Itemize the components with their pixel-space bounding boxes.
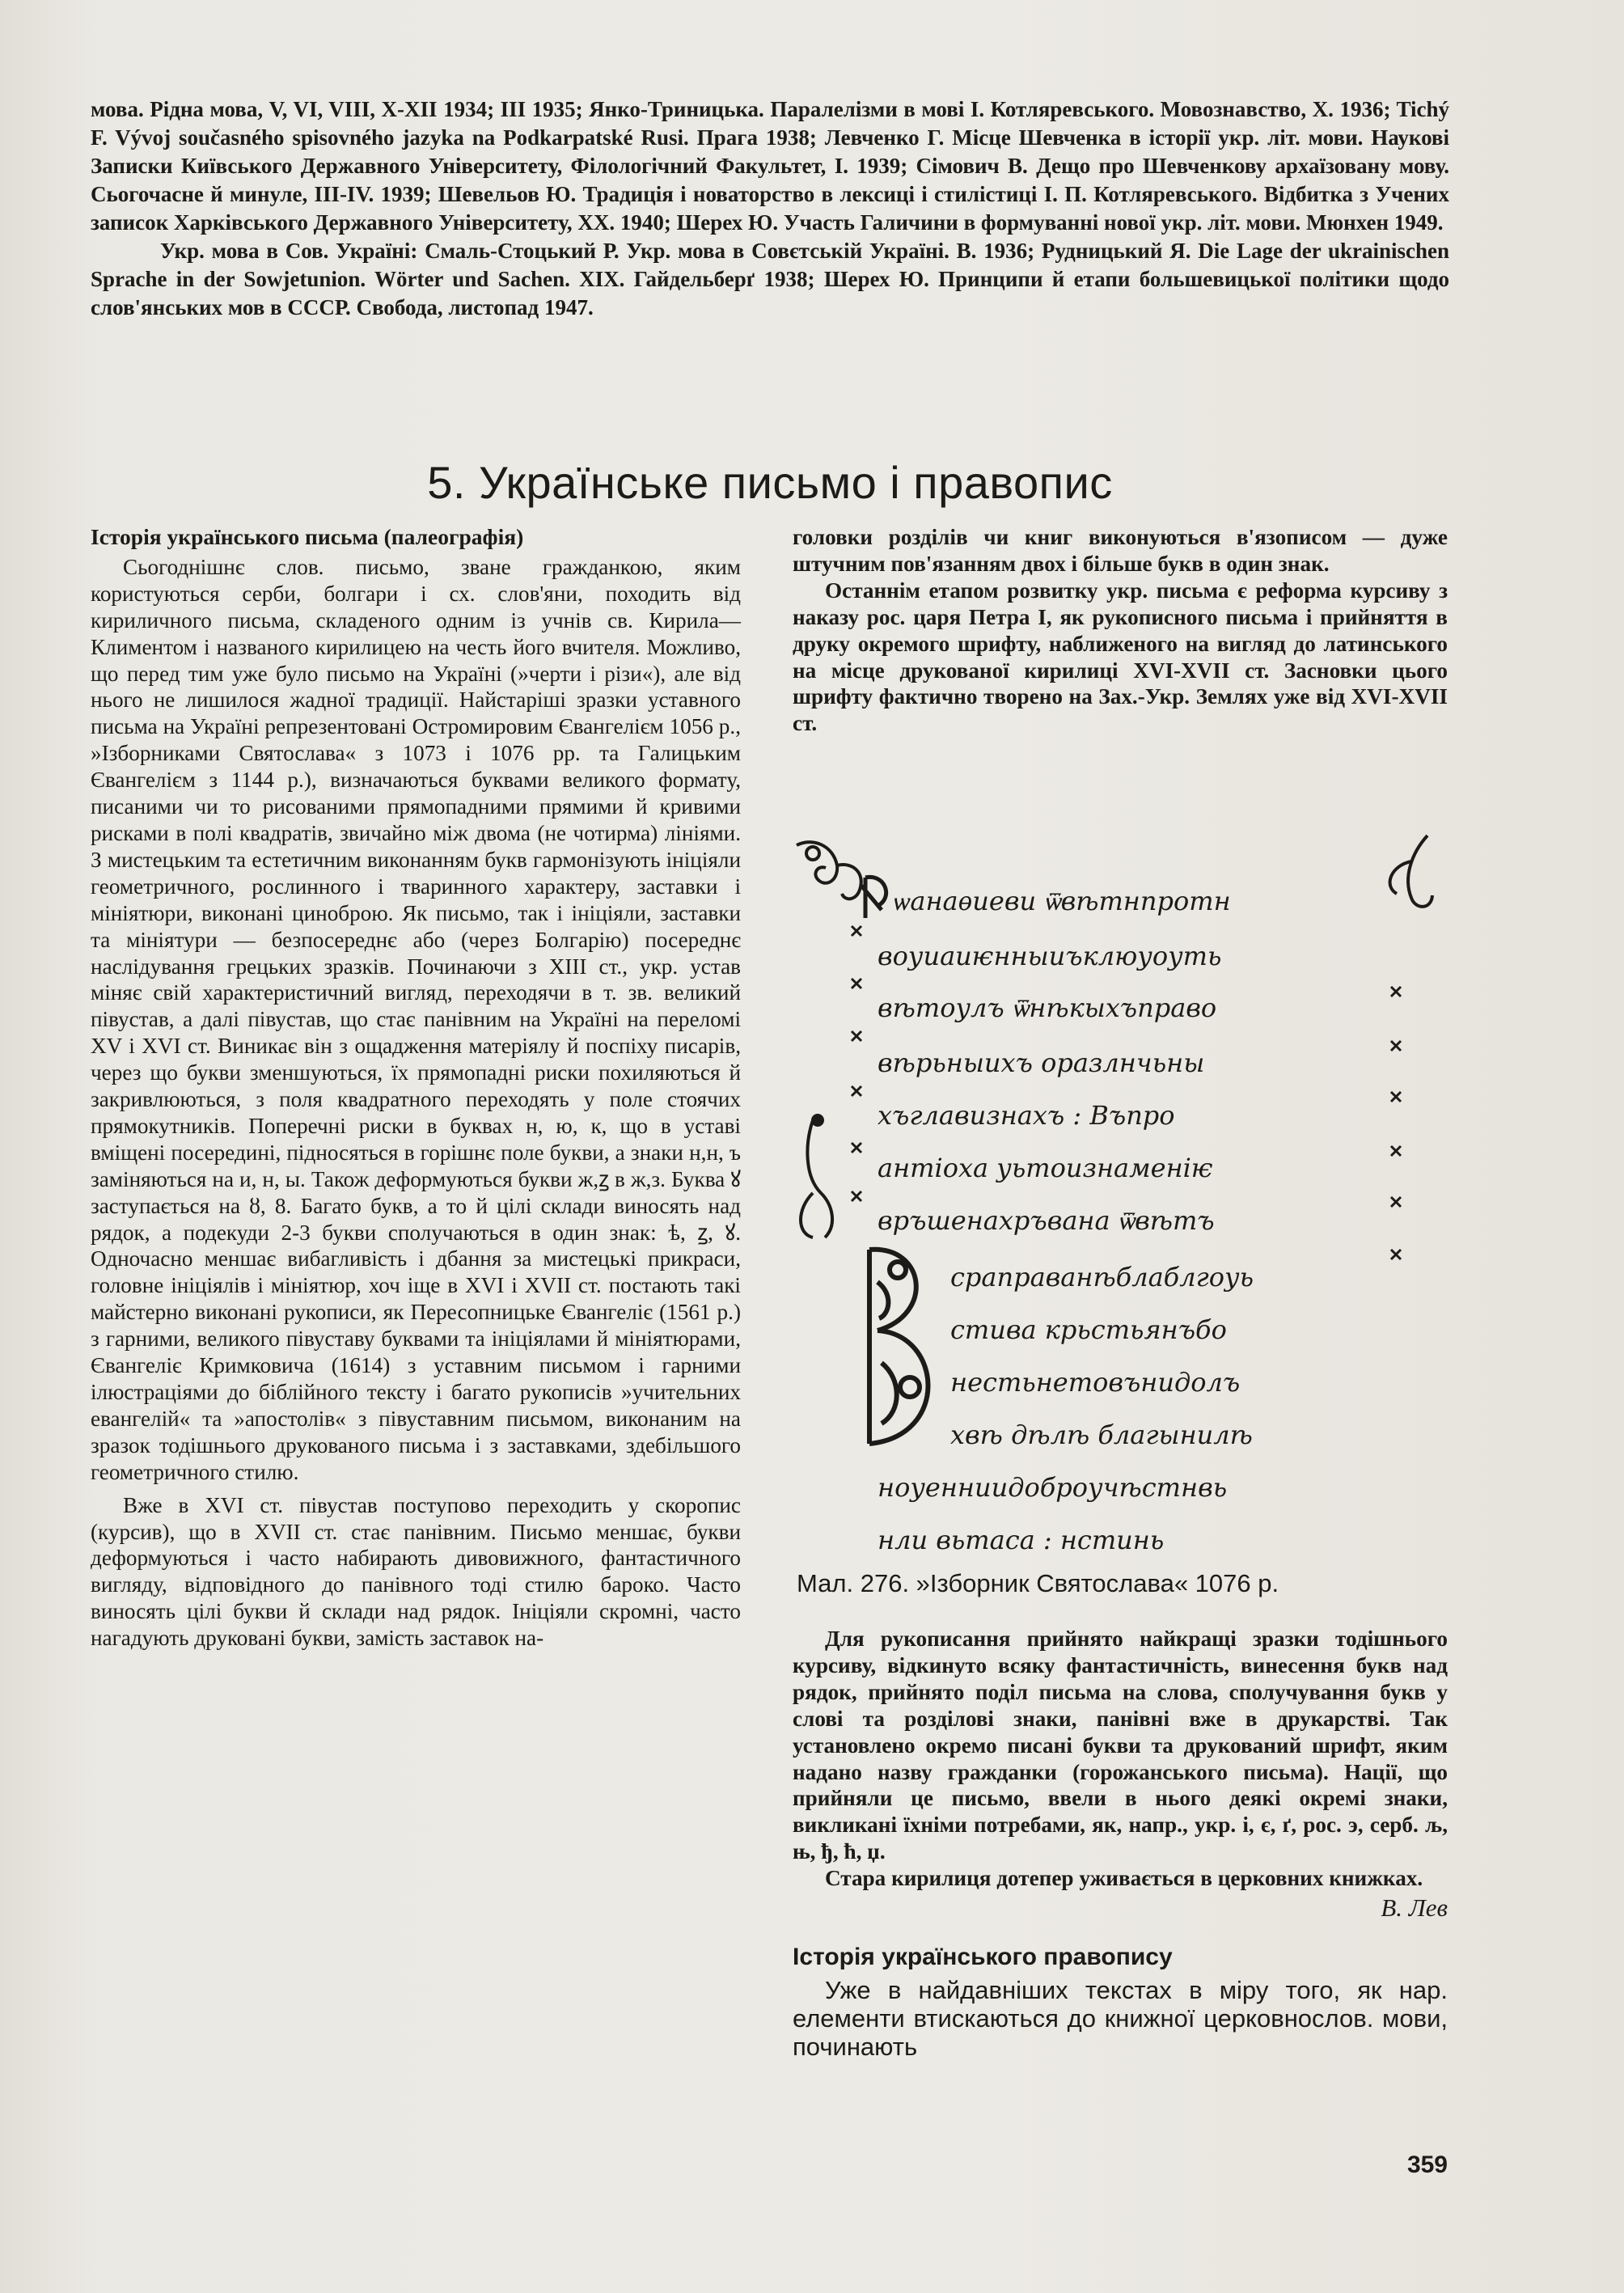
initial-letter-v-icon <box>869 1250 928 1444</box>
ornament-top-left-icon <box>797 842 861 899</box>
manuscript-line: воуиаиѥнныиъклюуоуть <box>878 941 1222 971</box>
author-signature: В. Лев <box>1381 1893 1448 1923</box>
paragraph: Вже в XVI ст. півустав поступово переходить у скоропис (курсив), що в XVII ст. стає панівним. Письмо меншає, букви деформуються і часто набирають дивовижного, фантастичного вигляду, відповідного до панівного тоді стилю бароко. Часто виносять цілі букви й склади над рядок. Ініціяли скромні, часто нагадують друковані букви, замість заставок на- <box>91 1492 741 1651</box>
manuscript-line: сраправанѣблаблгоуь <box>950 1262 1254 1292</box>
figure-caption: Мал. 276. »Ізборник Святослава« 1076 р. <box>797 1569 1279 1597</box>
manuscript-line: стива крьстьянъбо <box>950 1314 1227 1345</box>
initial-letter-top-icon <box>861 877 886 918</box>
page-number: 359 <box>1406 2151 1448 2178</box>
manuscript-line: връшенахръвана ѿвѣтъ <box>878 1205 1215 1236</box>
manuscript-line: хъглавизнахъ : Въпро <box>878 1100 1175 1131</box>
bibliography-block <box>91 95 1449 322</box>
manuscript-line: ѡанаѳиеви ѿвѣтнпротн <box>894 886 1231 916</box>
manuscript-line: антіоха уьтоизнаменіѥ <box>878 1153 1213 1183</box>
manuscript-line: ноуенниидоброучѣстнвь <box>878 1472 1228 1503</box>
paragraph: Для рукописання прийнято найкращі зразки тодішнього курсиву, відкинуто всяку фантастичність, винесення букв над рядок, прийнято поділ письма на слова, сполучування букв у слові та розділові знаки, панівні вже в друкарстві. Так установлено окремо писані букви та друкований шрифт, яким надано назву гражданки (горожанського письма). Нації, що прийняли це письмо, ввели в нього деякі окремі знаки, викликані їхніми потребами, як, напр., укр. і, є, ґ, рос. э, серб. љ, њ, ђ, ћ, џ. <box>793 1627 1448 1864</box>
right-column-bottom <box>793 1626 1448 2061</box>
manuscript-figure <box>789 829 1452 1557</box>
manuscript-line: вѣтоулъ ѿнѣкыхъправо <box>878 992 1217 1023</box>
manuscript-line: нли вьтаса : нстинь <box>878 1525 1165 1555</box>
subheading-paleography: Історія українського письма (палеографія) <box>91 524 524 549</box>
paragraph: Останнім етапом розвитку укр. письма є реформа курсиву з наказу рос. царя Петра I, як рукописного письма і прийняття в друку окремого шрифту, наближеного на вигляд до латинського на місце друкованої кирилиці XVI-XVII ст. Засновки цього шрифту фактично творено на Зах.-Укр. Землях уже від XVI-XVII ст. <box>793 577 1448 736</box>
bibliography-paragraph: мова. Рідна мова, V, VI, VIII, X-XII 1934; III 1935; Янко-Триницька. Паралелізми в мові І. Котляревського. Мовознавство, X. 1936; Tichý F. Vývoj současného spisovného jazyka na Podkarpatské Rusi. Прага 1938; Левченко Г. Місце Шевченка в історії укр. літ. мови. Наукові Записки Київського Державного Університету, Філологічний Факультет, I. 1939; Сімович В. Дещо про Шевченкову архаїзовану мову. Сьогочасне й минуле, III-IV. 1939; Шевельов Ю. Традиція і новаторство в лексиці і стилістиці І. П. Котляревського. Відбитка з Учених записок Харківського Державного Університету, XX. 1940; Шерех Ю. Участь Галичини в формуванні нової укр. літ. мови. Мюнхен 1949. <box>91 97 1449 235</box>
paragraph: головки розділів чи книг виконуються в'язописом — дуже штучним пов'язанням двох і більше букв в один знак. <box>793 525 1448 576</box>
subheading-orthography: Історія українського правопису <box>793 1943 1173 1970</box>
paragraph: Стара кирилиця дотепер уживається в церковних книжках. <box>825 1866 1423 1891</box>
manuscript-line: вѣрьныихъ оразлнчьны <box>878 1047 1205 1078</box>
manuscript-line: хвѣ дѣлѣ благынилѣ <box>950 1419 1253 1450</box>
section-title: 5. Українське письмо і правопис <box>427 457 1113 508</box>
bibliography-paragraph: Укр. мова в Сов. Україні: Смаль-Стоцький Р. Укр. мова в Совєтській Україні. В. 1936; Рудницький Я. Die Lage der ukrainischen Sprache in der Sowjetunion. Wörter und Sachen. XIX. Гайдельберґ 1938; Шерех Ю. Принципи й етапи большевицької політики щодо слов'янських мов в СССР. Свобода, листопад 1947. <box>91 239 1449 319</box>
ornament-left-vine-icon <box>801 1115 832 1237</box>
paragraph: Сьогоднішнє слов. письмо, зване гражданкою, яким користуються серби, болгари і сх. слов'яни, походить від кириличного письма, складеного одним із учнів св. Кирила—Климентом і названого кирилицею на честь його вчителя. Можливо, що перед тим уже було письмо на Україні (»черти і різи«), але від нього не лишилося жадної традиції. Найстаріші зразки уставного письма на Україні репрезентовані Остромировим Євангелієм 1056 р., »Ізборниками Святослава« з 1073 і 1076 рр. та Галицьким Євангелієм з 1144 р.), визначаються буквами великого формату, писаними чи то рисованими прямопадними прямими й кривими рисками в полі квадратів, звичайно між двома (не чотирма) лініями. З мистецьким та естетичним виконанням букв гармонізують ініціяли геометричного, рослинного і тваринного характеру, заставки і мініятюри, виконані циноброю. Як письмо, так і ініціяли, заставки та мініятури — безпосереднє або (через Болгарію) посереднє наслідування грецьких зразків. Починаючи з XIII ст., укр. устав міняє свій характеристичний вигляд, переходячи в т. зв. великий півустав, а далі півустав, що стає панівним на Україні на переломі XV і XVI ст. Виникає він з ощадження матеріялу й поспіху писарів, через що букви зменшуються, їх прямопадні риски похиляються й закривлюються, з поля квадратного переходять у поле стоячих прямокутників. Поперечні риски в буквах н, ю, к, що в уставі вміщені посередині, підносяться в горішнє поле букви, а знаки н,н, ъ заміняються на и, н, ы. Також деформуються букви ж,ꙁ в ж,з. Буква ꙋ заступається на ȣ, 8. Багато букв, а то й цілі склади виносять над рядок, а подекуди 2-3 букви сполучаються в один знак: ѣ, ꙁ, ꙋ. Одночасно меншає вибагливість і дбання за мистецькі прикраси, головне ініціялів і мініятюр, хоч іще в XVI і XVII ст. постають такі майстерно виконані рукописи, як Пересопницьке Євангеліє (1561 р.) з гарними, великого півуставу буквами та ініціялами й мініятюрами, Євангеліє Кримковича (1614) з уставним письмом і гарними ілюстраціями до біблійного тексту і багато рукописів »учительних евангелій« та »апостолів« з півуставним письмом, виконаним на зразок тодішнього друкованого письма і з заставками, здебільшого геометричного стилю. <box>91 554 741 1484</box>
manuscript-line: нестьнетовънидолъ <box>950 1367 1241 1398</box>
manuscript-illustration <box>789 829 1452 1557</box>
left-column <box>91 524 741 1652</box>
paragraph: Уже в найдавніших текстах в міру того, як нар. елементи втискаються до книжної церковнослов. мови, починають <box>793 1975 1448 2061</box>
ornament-top-right-icon <box>1390 836 1432 907</box>
right-column-top <box>793 524 1448 737</box>
